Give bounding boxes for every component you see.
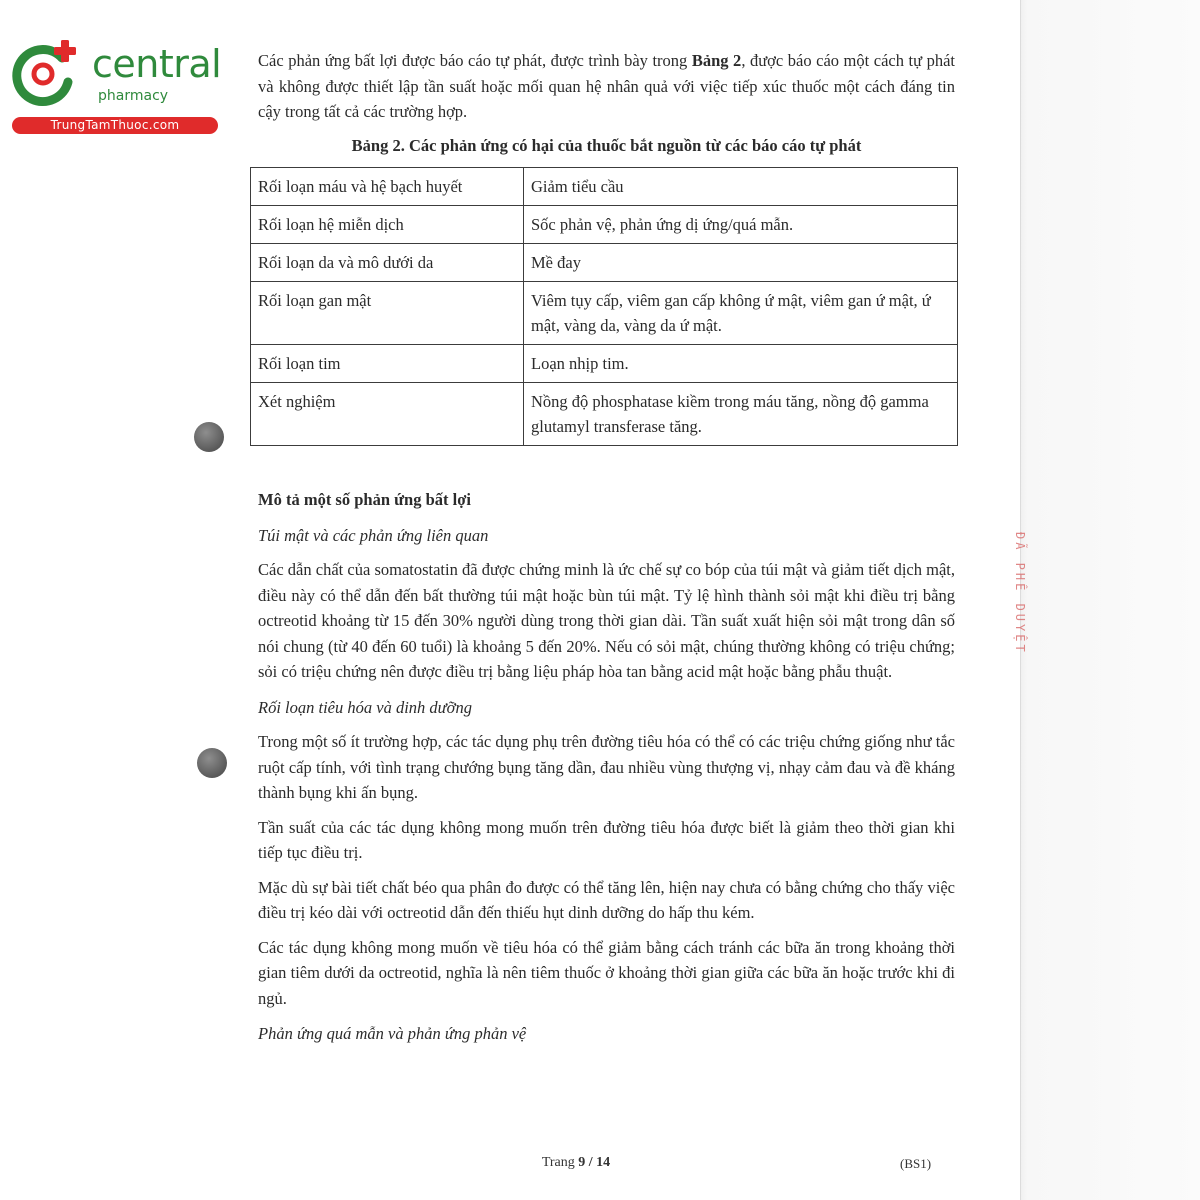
punch-hole-lower <box>197 748 227 778</box>
table-row <box>251 206 958 244</box>
intro-text-before: Các phản ứng bất lợi được báo cáo tự phát, được trình bày trong <box>258 51 692 70</box>
punch-hole-upper <box>194 422 224 452</box>
table-row <box>251 345 958 383</box>
subheading-hypersensitivity: Phản ứng quá mẫn và phản ứng phản vệ <box>258 1024 527 1043</box>
page-number <box>0 1153 1152 1173</box>
logo-subtitle: pharmacy <box>98 88 169 104</box>
table-cell-reaction: Viêm tụy cấp, viêm gan cấp không ứ mật, viêm gan ứ mật, ứ mật, vàng da, vàng da ứ mật. <box>524 282 958 345</box>
stamp-text: ĐÃ PHÊ DUYỆT <box>1013 532 1027 655</box>
paragraph-digestive-2: Tần suất của các tác dụng không mong muốn trên đường tiêu hóa được biết là giảm theo thời gian khi tiếp tục điều trị. <box>258 817 955 862</box>
paragraph-gallbladder: Các dẫn chất của somatostatin đã được chứng minh là ức chế sự co bóp của túi mật và giảm tiết dịch mật, điều này có thể dẫn đến bất thường túi mật hoặc bùn túi mật. Tỷ lệ hình thành sỏi mật khi điều trị bằng octreotid khoảng từ 15 đến 30% người dùng trong thời gian dài. Tần suất xuất hiện sỏi mật trong dân số nói chung (từ 40 đến 60 tuổi) là khoảng 5 đến 20%. Nếu có sỏi mật, chúng thường không có triệu chứng; sỏi có triệu chứng nên được điều trị bằng liệu pháp hòa tan bằng acid mật hoặc bằng phẫu thuật. <box>258 560 955 681</box>
paragraph-digestive-3: Mặc dù sự bài tiết chất béo qua phân đo được có thể tăng lên, hiện nay chưa có bằng chứng cho thấy việc điều trị kéo dài với octreotid dẫn đến thiếu hụt dinh dưỡng do hấp thu kém. <box>258 877 955 922</box>
document-body <box>258 48 955 1047</box>
table-cell-category: Rối loạn tim <box>251 345 524 383</box>
table-cell-category: Rối loạn hệ miễn dịch <box>251 206 524 244</box>
table-row <box>251 383 958 446</box>
subheading-digestive: Rối loạn tiêu hóa và dinh dưỡng <box>258 697 472 717</box>
table-cell-reaction: Mề đay <box>524 244 958 282</box>
table-cell-category: Rối loạn gan mật <box>251 282 524 345</box>
table-cell-category: Rối loạn máu và hệ bạch huyết <box>251 168 524 206</box>
table-cell-reaction: Giảm tiểu cầu <box>524 168 958 206</box>
table-cell-reaction: Loạn nhịp tim. <box>524 345 958 383</box>
logo-brand-name: central <box>92 42 222 86</box>
table-cell-reaction: Nồng độ phosphatase kiềm trong máu tăng, nồng độ gamma glutamyl transferase tăng. <box>524 383 958 446</box>
central-pharmacy-logo <box>10 38 220 138</box>
intro-paragraph <box>258 48 955 125</box>
table-row <box>251 282 958 345</box>
table-title: Bảng 2. Các phản ứng có hại của thuốc bắt nguồn từ các báo cáo tự phát <box>351 135 862 155</box>
page-label: Trang <box>541 1155 579 1170</box>
page-edge <box>1020 0 1200 1200</box>
table-cell-category: Xét nghiệm <box>251 383 524 446</box>
adverse-reactions-table <box>250 167 958 446</box>
subheading-gallbladder: Túi mật và các phản ứng liên quan <box>258 525 489 545</box>
logo-url-badge: TrungTamThuoc.com <box>12 117 218 134</box>
page-count: 9 / 14 <box>578 1155 611 1170</box>
table-row <box>251 168 958 206</box>
paragraph-digestive-1: Trong một số ít trường hợp, các tác dụng phụ trên đường tiêu hóa có thể có các triệu chứng giống như tắc ruột cấp tính, với tình trạng chướng bụng tăng dần, đau nhiều vùng thượng vị, nhạy cảm đau và đề kháng thành bụng khi ấn bụng. <box>258 732 955 802</box>
paragraph-digestive-4: Các tác dụng không mong muốn về tiêu hóa có thể giảm bằng cách tránh các bữa ăn trong khoảng thời gian tiêm dưới da octreotid, nghĩa là nên tiêm thuốc ở khoảng thời gian giữa các bữa ăn hoặc trước khi đi ngủ. <box>258 937 955 1008</box>
table-cell-category: Rối loạn da và mô dưới da <box>251 244 524 282</box>
document-code: (BS1) <box>900 1156 932 1171</box>
table-row <box>251 244 958 282</box>
intro-text-after: , được báo cáo một cách tự phát và không được thiết lập tần suất hoặc mối quan hệ nhân quả với việc tiếp xúc thuốc một cách đáng tin cậy trong tất cả các trường hợp. <box>258 51 955 121</box>
pharmacy-cross-icon <box>10 38 82 110</box>
intro-table-ref: Bảng 2 <box>691 51 742 70</box>
table-cell-reaction: Sốc phản vệ, phản ứng dị ứng/quá mẫn. <box>524 206 958 244</box>
section-heading: Mô tả một số phản ứng bất lợi <box>258 490 471 509</box>
approval-stamp <box>1011 532 1027 682</box>
